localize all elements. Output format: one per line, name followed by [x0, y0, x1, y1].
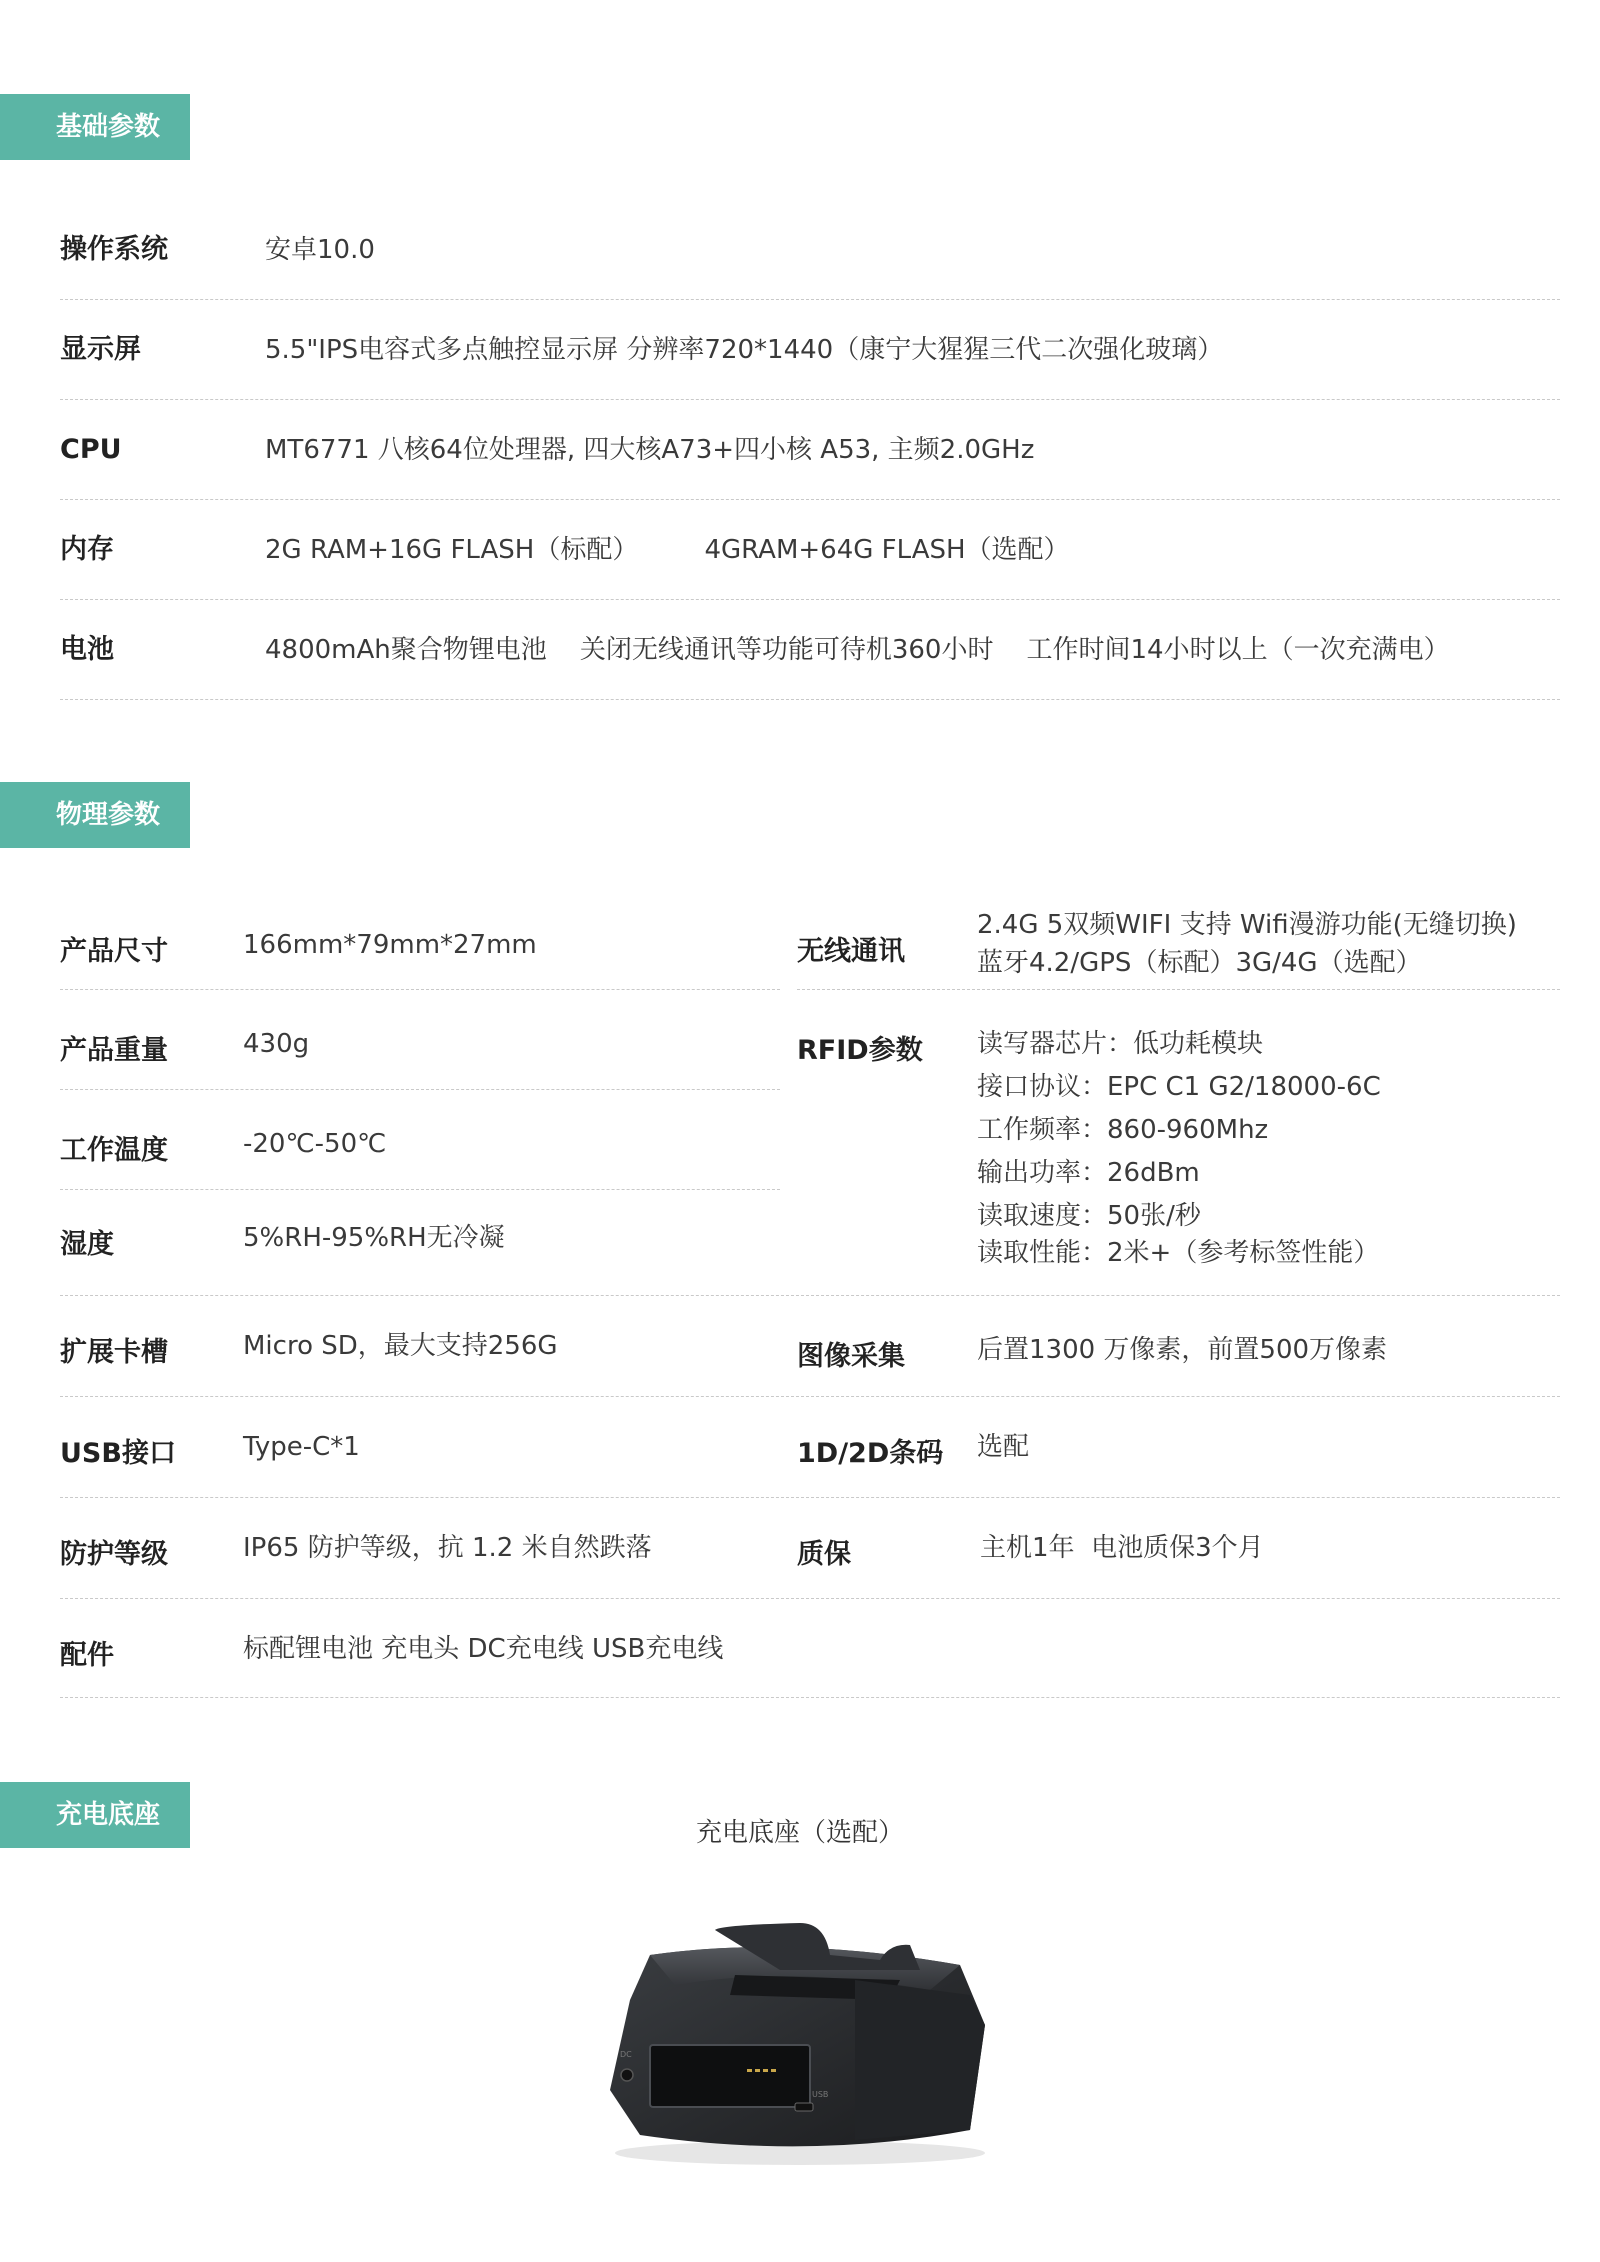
spec-key: USB接口	[60, 1438, 176, 1469]
spec-row-battery	[60, 600, 1560, 700]
spec-cell-warranty	[797, 1498, 1560, 1598]
spec-value: 安卓10.0	[265, 235, 375, 265]
spec-key: 产品重量	[60, 1035, 168, 1066]
section-tag-cradle: 充电底座	[0, 1782, 190, 1848]
spec-key: 操作系统	[60, 234, 168, 265]
spec-cell-protection	[60, 1498, 780, 1598]
spec-key: 防护等级	[60, 1539, 168, 1570]
spec-value: 166mm*79mm*27mm	[243, 930, 537, 960]
spec-cell-card-slot	[60, 1296, 780, 1396]
spec-key: 配件	[60, 1640, 114, 1671]
spec-value-line: 读取速度：50张/秒	[977, 1201, 1201, 1231]
spec-cell-usb	[60, 1397, 780, 1497]
spec-cell-camera	[797, 1296, 1560, 1396]
spec-key: 图像采集	[797, 1341, 905, 1372]
spec-value-line: 工作频率：860-960Mhz	[977, 1115, 1269, 1145]
spec-row-display	[60, 300, 1560, 400]
spec-key: CPU	[60, 434, 122, 465]
spec-value: 4800mAh聚合物锂电池 关闭无线通讯等功能可待机360小时 工作时间14小时以上（一次充满电）	[265, 635, 1450, 665]
spec-value: Type-C*1	[243, 1432, 360, 1462]
spec-value: 后置1300 万像素，前置500万像素	[977, 1335, 1388, 1365]
spec-value: 5.5"IPS电容式多点触控显示屏 分辨率720*1440（康宁大猩猩三代二次强化玻璃）	[265, 335, 1224, 365]
spec-cell-wireless	[797, 895, 1560, 990]
spec-value-line: 蓝牙4.2/GPS（标配）3G/4G（选配）	[977, 948, 1422, 978]
spec-key: 1D/2D条码	[797, 1438, 944, 1469]
spec-value: 5%RH-95%RH无冷凝	[243, 1223, 505, 1253]
spec-value: 标配锂电池 充电头 DC充电线 USB充电线	[243, 1634, 724, 1664]
spec-cell-temperature	[60, 1090, 780, 1190]
spec-cell-weight	[60, 990, 780, 1090]
spec-row-memory	[60, 500, 1560, 600]
section-tag-basic: 基础参数	[0, 94, 190, 160]
spec-value-line: 读取性能：2米+（参考标签性能）	[977, 1238, 1380, 1268]
spec-key: 湿度	[60, 1229, 114, 1260]
spec-row-cpu	[60, 400, 1560, 500]
spec-key: RFID参数	[797, 1035, 923, 1066]
spec-row-os	[60, 200, 1560, 300]
spec-value: IP65 防护等级，抗 1.2 米自然跌落	[243, 1533, 652, 1563]
spec-cell-barcode	[797, 1397, 1560, 1497]
spec-cell-accessories	[60, 1599, 780, 1699]
usb-port-icon	[795, 2103, 813, 2111]
spec-key: 显示屏	[60, 334, 141, 365]
charging-cradle-image	[590, 1915, 1010, 2175]
spec-cell-humidity	[60, 1190, 780, 1295]
spec-value: -20℃-50℃	[243, 1129, 387, 1159]
spec-cell-rfid	[797, 990, 1560, 1295]
section-tag-physical: 物理参数	[0, 782, 190, 848]
spec-value-line: 输出功率：26dBm	[977, 1158, 1200, 1188]
row-divider	[60, 1697, 1560, 1698]
dc-port-label: DC	[620, 2050, 632, 2059]
spec-value: MT6771 八核64位处理器, 四大核A73+四小核 A53, 主频2.0GHz	[265, 435, 1035, 465]
spec-key: 扩展卡槽	[60, 1337, 168, 1368]
spec-value-line: 接口协议：EPC C1 G2/18000-6C	[977, 1072, 1381, 1102]
spec-cell-size	[60, 895, 780, 990]
spec-key: 产品尺寸	[60, 936, 168, 967]
spec-value: 2G RAM+16G FLASH（标配） 4GRAM+64G FLASH（选配）	[265, 535, 1070, 565]
spec-key: 工作温度	[60, 1135, 168, 1166]
spec-value-line: 读写器芯片：低功耗模块	[977, 1029, 1264, 1059]
spec-key: 无线通讯	[797, 936, 905, 967]
spec-value: 选配	[977, 1432, 1030, 1462]
spec-key: 电池	[60, 634, 114, 665]
usb-port-label: USB	[812, 2090, 829, 2099]
spec-value: 430g	[243, 1029, 310, 1059]
spec-value-line: 2.4G 5双频WIFI 支持 Wifi漫游功能(无缝切换)	[977, 910, 1517, 940]
spec-value: 主机1年 电池质保3个月	[980, 1533, 1264, 1563]
cradle-caption: 充电底座（选配）	[695, 1818, 904, 1848]
dc-port-icon	[621, 2069, 633, 2081]
spec-key: 质保	[797, 1539, 851, 1570]
spec-key: 内存	[60, 534, 114, 565]
spec-value: Micro SD，最大支持256G	[243, 1331, 558, 1361]
